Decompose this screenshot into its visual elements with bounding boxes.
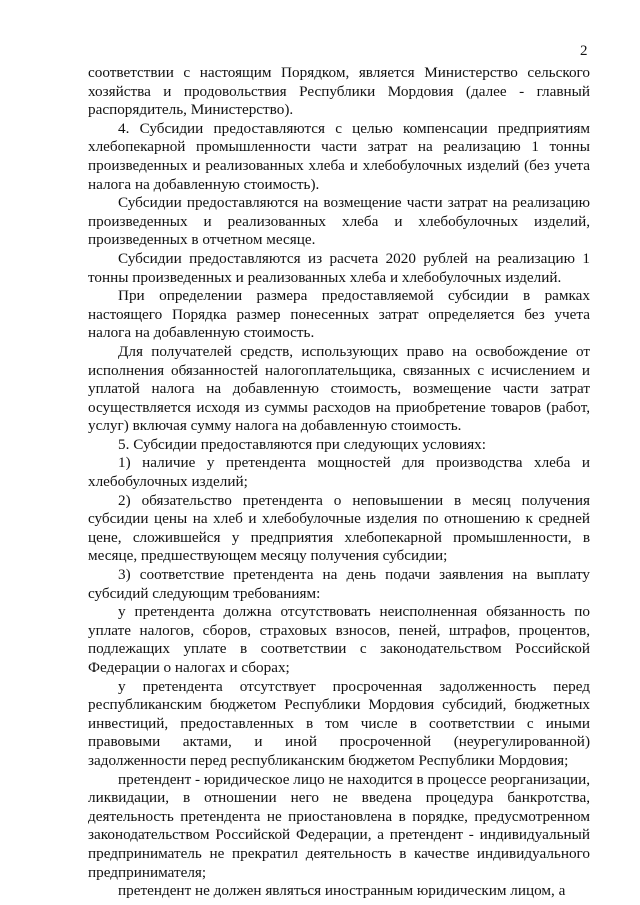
- paragraph: у претендента отсутствует просроченная задолженность перед республиканским бюджетом Республики Мордовия субсидий, бюджетных инвестиций, предоставленных в том числе в соответствии с иными правовыми актами, и иной просроченной (неурегулированной) задолженности перед республиканским бюджетом Республики Мордовия;: [88, 677, 590, 769]
- paragraph: 2) обязательство претендента о неповышении в месяц получения субсидии цены на хлеб и хлебобулочные изделия по отношению к средней цене, сложившейся у предприятия хлебопекарной промышленности, в месяце, предшествующем месяцу получения субсидии;: [88, 491, 590, 565]
- page-number: 2: [580, 43, 588, 59]
- document-body: [88, 64, 590, 901]
- paragraph: Для получателей средств, использующих право на освобождение от исполнения обязанностей налогоплательщика, связанных с исчислением и уплатой налога на добавленную стоимость, возмещение части затрат осуществляется исходя из суммы расходов на приобретение товаров (работ, услуг) включая сумму налога на добавленную стоимость.: [88, 342, 590, 435]
- paragraph: претендент - юридическое лицо не находится в процессе реорганизации, ликвидации, в отношении него не введена процедура банкротства, деятельность претендента не приостановлена в порядке, предусмотренном законодательством Российской Федерации, а претендент - индивидуальный предприниматель не прекратил деятельность в качестве индивидуального предпринимателя;: [88, 770, 590, 881]
- paragraph: 3) соответствие претендента на день подачи заявления на выплату субсидий следующим требованиям:: [88, 566, 590, 602]
- paragraph: 1) наличие у претендента мощностей для производства хлеба и хлебобулочных изделий;: [88, 454, 590, 491]
- paragraph: 4. Субсидии предоставляются с целью компенсации предприятиям хлебопекарной промышленности части затрат на реализацию 1 тонны произведенных и реализованных хлеба и хлебобулочных изделий (без учета налога на добавленную стоимость).: [88, 119, 590, 193]
- paragraph: 5. Субсидии предоставляются при следующих условиях:: [118, 435, 486, 453]
- paragraph: Субсидии предоставляются из расчета 2020 рублей на реализацию 1 тонны произведенных и реализованных хлеба и хлебобулочных изделий.: [88, 249, 590, 286]
- paragraph: При определении размера предоставляемой субсидии в рамках настоящего Порядка размер понесенных затрат определяется без учета налога на добавленную стоимость.: [88, 287, 590, 342]
- paragraph: у претендента должна отсутствовать неисполненная обязанность по уплате налогов, сборов, страховых взносов, пеней, штрафов, процентов, подлежащих уплате в соответствии с законодательством Российской Федерации о налогах и сборах;: [88, 603, 590, 676]
- paragraph: Субсидии предоставляются на возмещение части затрат на реализацию произведенных и реализованных хлеба и хлебобулочных изделий, произведенных в отчетном месяце.: [88, 194, 590, 249]
- paragraph: соответствии с настоящим Порядком, является Министерство сельского хозяйства и продовольствия Республики Мордовия (далее - главный распорядитель, Министерство).: [88, 64, 590, 119]
- paragraph: претендент не должен являться иностранным юридическим лицом, а: [118, 882, 566, 900]
